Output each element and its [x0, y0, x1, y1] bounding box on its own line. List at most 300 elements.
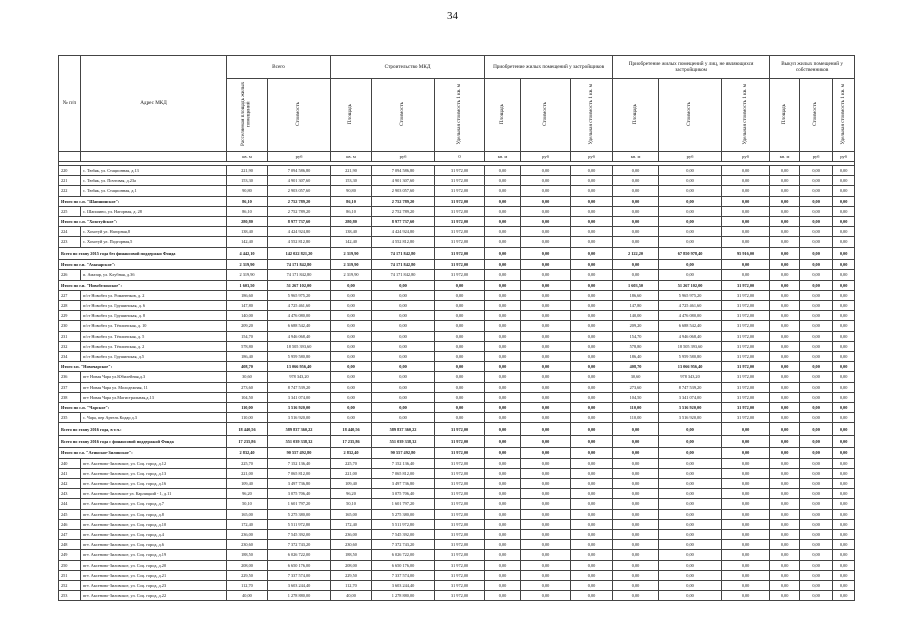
row-value: 31 972,00 — [435, 499, 485, 509]
row-value: 0,00 — [770, 540, 800, 550]
row-value: 154,70 — [613, 331, 659, 341]
row-value: 0,00 — [833, 382, 855, 392]
row-value: 0,00 — [521, 581, 571, 591]
row-value: 0,00 — [435, 300, 485, 310]
row-value: 0,00 — [722, 540, 770, 550]
row-value: 0,00 — [800, 372, 833, 382]
row-address: пгт. Аксеново-Зиловское, ул. Соц. город, д.19 — [81, 550, 227, 560]
row-value: 551 039 338,32 — [372, 435, 435, 448]
subtotal-row — [59, 280, 855, 290]
row-value: 0,00 — [833, 260, 855, 270]
row-value: 0,00 — [331, 321, 372, 331]
row-value: 186,60 — [227, 290, 268, 300]
row-value: 0,00 — [800, 227, 833, 237]
row-label: Итого по г.п. "Амазарское": — [59, 260, 227, 270]
row-value: 0,00 — [521, 372, 571, 382]
row-value: 0,00 — [833, 247, 855, 260]
row-value: 2 319,90 — [331, 247, 372, 260]
row-value: 0,00 — [833, 351, 855, 361]
header-subcolumn — [227, 79, 268, 152]
row-value: 0,00 — [800, 402, 833, 412]
row-value: 0,00 — [521, 227, 571, 237]
row-value: 0,00 — [770, 423, 800, 436]
row-value: 0,00 — [800, 581, 833, 591]
row-value: 236,00 — [331, 530, 372, 540]
row-value: 31 972,00 — [435, 509, 485, 519]
row-value: 147,80 — [227, 300, 268, 310]
row-value: 7 065 812,00 — [372, 468, 435, 478]
row-number: 244 — [59, 499, 81, 509]
row-value: 6 026 722,00 — [372, 550, 435, 560]
row-value: 0,00 — [571, 423, 613, 436]
row-value: 0,00 — [800, 540, 833, 550]
row-value: 0,00 — [833, 166, 855, 176]
row-label: Всего по этапу 2016 года с финансовой поддержкой Фонда — [59, 435, 227, 448]
table-row — [59, 321, 855, 331]
row-value: 0,00 — [770, 341, 800, 351]
row-value: 74 171 842,80 — [268, 270, 331, 280]
row-value: 0,00 — [521, 423, 571, 436]
row-value: 7 094 586,80 — [372, 166, 435, 176]
row-value: 0,00 — [435, 290, 485, 300]
row-value: 4 552 812,80 — [372, 237, 435, 247]
row-value: 0,00 — [659, 227, 722, 237]
row-value: 31 972,00 — [435, 468, 485, 478]
row-value: 0,00 — [571, 290, 613, 300]
row-value: 0,00 — [613, 176, 659, 186]
row-value: 0,00 — [833, 413, 855, 423]
row-value: 209,20 — [613, 321, 659, 331]
row-value: 1 603,50 — [613, 280, 659, 290]
row-value: 1 603,50 — [227, 280, 268, 290]
row-label: Итого по с.п. "Чарское": — [59, 402, 227, 412]
row-value: 31 972,00 — [435, 227, 485, 237]
row-value: 5 511 972,80 — [268, 519, 331, 529]
row-value: 0,00 — [800, 166, 833, 176]
row-value: 0,00 — [722, 550, 770, 560]
row-value: 7 152 136,40 — [268, 458, 331, 468]
row-value: 31 972,00 — [435, 591, 485, 601]
row-value: 0,00 — [770, 402, 800, 412]
row-value: 0,00 — [800, 206, 833, 216]
row-value: 86,10 — [227, 206, 268, 216]
row-value: 221,90 — [331, 166, 372, 176]
row-value: 221,00 — [331, 468, 372, 478]
row-value: 0,00 — [800, 311, 833, 321]
row-value: 186,60 — [613, 290, 659, 300]
row-value: 5 959 580,80 — [659, 351, 722, 361]
row-value: 4 901 307,60 — [372, 176, 435, 186]
row-value: 0,00 — [485, 458, 521, 468]
table-row — [59, 509, 855, 519]
row-value: 8 977 737,60 — [372, 217, 435, 227]
row-value: 0,00 — [571, 489, 613, 499]
row-value: 31 972,00 — [435, 166, 485, 176]
row-value: 0,00 — [833, 321, 855, 331]
row-value: 0,00 — [521, 280, 571, 290]
row-value: 0,00 — [659, 217, 722, 227]
row-value: 0,00 — [833, 519, 855, 529]
row-value: 0,00 — [521, 392, 571, 402]
row-value: 209,20 — [227, 321, 268, 331]
row-value: 0,00 — [800, 570, 833, 580]
row-value: 3 341 074,00 — [268, 392, 331, 402]
row-value: 0,00 — [833, 290, 855, 300]
row-value: 0,00 — [800, 435, 833, 448]
subtotal-row — [59, 448, 855, 458]
data-table — [58, 55, 855, 601]
row-value: 17 235,86 — [227, 435, 268, 448]
row-value: 0,00 — [833, 530, 855, 540]
row-value: 0,00 — [571, 351, 613, 361]
subtotal-row — [59, 402, 855, 412]
row-value: 31 972,00 — [435, 435, 485, 448]
row-value: 0,00 — [613, 540, 659, 550]
row-value: 31 972,00 — [722, 382, 770, 392]
row-value: 0,00 — [659, 206, 722, 216]
row-value: 0,00 — [485, 196, 521, 206]
row-value: 0,00 — [571, 392, 613, 402]
row-value: 0,00 — [521, 206, 571, 216]
row-value: 225,70 — [331, 458, 372, 468]
row-value: 2 319,90 — [227, 270, 268, 280]
row-value: 0,00 — [770, 591, 800, 601]
row-value: 0,00 — [613, 499, 659, 509]
row-value: 0,00 — [521, 540, 571, 550]
row-value: 67 850 978,40 — [659, 247, 722, 260]
row-address: п. Амазар, ул. Клубная, д.36 — [81, 270, 227, 280]
row-value: 0,00 — [571, 176, 613, 186]
row-value: 0,00 — [571, 280, 613, 290]
row-value: 31 972,00 — [435, 570, 485, 580]
row-value: 0,00 — [521, 331, 571, 341]
row-value: 0,00 — [435, 362, 485, 372]
page-number: 34 — [447, 10, 458, 22]
row-value: 0,00 — [833, 489, 855, 499]
row-value: 31 972,00 — [435, 540, 485, 550]
row-value: 0,00 — [372, 300, 435, 310]
row-value: 1 278 880,00 — [372, 591, 435, 601]
row-value: 7 065 812,00 — [268, 468, 331, 478]
row-value: 230,60 — [331, 540, 372, 550]
row-value: 0,00 — [833, 331, 855, 341]
row-value: 188,50 — [331, 550, 372, 560]
row-value: 0,00 — [521, 591, 571, 601]
table-row — [59, 519, 855, 529]
row-value: 0,00 — [571, 413, 613, 423]
row-value: 0,00 — [571, 458, 613, 468]
row-value: 7 372 743,20 — [372, 540, 435, 550]
row-value: 186,40 — [613, 351, 659, 361]
row-value: 0,00 — [613, 468, 659, 478]
row-value: 0,00 — [659, 270, 722, 280]
row-value: 236,00 — [227, 530, 268, 540]
row-value: 0,00 — [372, 321, 435, 331]
row-value: 0,00 — [613, 166, 659, 176]
row-value: 0,00 — [770, 176, 800, 186]
row-value: 50,10 — [227, 499, 268, 509]
row-value: 978 343,20 — [268, 372, 331, 382]
row-number: 237 — [59, 382, 81, 392]
row-value: 4 901 307,60 — [268, 176, 331, 186]
row-value: 0,00 — [722, 237, 770, 247]
row-value: 0,00 — [331, 392, 372, 402]
row-value: 0,00 — [800, 458, 833, 468]
row-value: 0,00 — [770, 300, 800, 310]
row-value: 2 752 789,20 — [268, 206, 331, 216]
row-value: 0,00 — [659, 478, 722, 488]
row-value: 0,00 — [800, 489, 833, 499]
row-value: 208,00 — [227, 560, 268, 570]
row-value: 0,00 — [485, 166, 521, 176]
unit-label: руб — [800, 152, 833, 162]
row-value: 0,00 — [331, 402, 372, 412]
row-value: 0,00 — [613, 560, 659, 570]
row-number: 251 — [59, 570, 81, 580]
row-value: 0,00 — [722, 499, 770, 509]
row-value: 0,00 — [485, 280, 521, 290]
row-value: 0,00 — [833, 423, 855, 436]
row-value: 0,00 — [770, 519, 800, 529]
row-value: 0,00 — [659, 550, 722, 560]
header-group-total: Всего — [227, 56, 331, 79]
row-value: 0,00 — [722, 217, 770, 227]
row-number: 223 — [59, 237, 81, 247]
row-value: 0,00 — [521, 402, 571, 412]
row-number: 225 — [59, 206, 81, 216]
unit-label: 0 — [435, 152, 485, 162]
row-value: 31 972,00 — [435, 247, 485, 260]
row-value: 0,00 — [485, 509, 521, 519]
row-value: 0,00 — [521, 499, 571, 509]
row-value: 0,00 — [770, 217, 800, 227]
row-value: 0,00 — [435, 372, 485, 382]
row-value: 90,80 — [331, 186, 372, 196]
row-value: 0,00 — [521, 176, 571, 186]
row-value: 31 972,00 — [722, 321, 770, 331]
header-subcolumn — [521, 79, 571, 152]
row-value: 0,00 — [659, 560, 722, 570]
row-value: 5 959 580,80 — [268, 351, 331, 361]
row-value: 0,00 — [521, 290, 571, 300]
row-value: 0,00 — [485, 489, 521, 499]
row-value: 74 171 842,80 — [372, 270, 435, 280]
row-value: 186,40 — [227, 351, 268, 361]
row-value: 4 476 080,00 — [659, 311, 722, 321]
header-subcolumn-label: Удельная стоимость 1 кв. м — [587, 83, 594, 145]
row-value: 0,00 — [722, 570, 770, 580]
row-value: 0,00 — [722, 560, 770, 570]
row-value: 0,00 — [833, 362, 855, 372]
row-value: 0,00 — [372, 372, 435, 382]
row-value: 0,00 — [571, 519, 613, 529]
row-value: 0,00 — [770, 362, 800, 372]
table-row — [59, 372, 855, 382]
row-value: 0,00 — [800, 519, 833, 529]
header-subcolumn-label: Удельная стоимость 1 кв. м — [839, 83, 846, 145]
row-value: 0,00 — [800, 186, 833, 196]
row-value: 0,00 — [485, 206, 521, 216]
row-value: 0,00 — [571, 509, 613, 519]
row-number: 224 — [59, 227, 81, 237]
row-value: 0,00 — [659, 530, 722, 540]
row-value: 0,00 — [571, 247, 613, 260]
row-value: 110,00 — [227, 413, 268, 423]
row-value: 30,60 — [613, 372, 659, 382]
row-value: 0,00 — [770, 186, 800, 196]
row-number: 242 — [59, 478, 81, 488]
unit-label: руб — [372, 152, 435, 162]
row-value: 6 650 176,00 — [268, 560, 331, 570]
row-value: 31 972,00 — [435, 550, 485, 560]
row-address: пгт Новая Чара ул.Магистральная,д.13 — [81, 392, 227, 402]
row-value: 0,00 — [613, 196, 659, 206]
row-value: 0,00 — [659, 519, 722, 529]
subtotal-row — [59, 260, 855, 270]
row-number: 253 — [59, 591, 81, 601]
header-subcolumn — [659, 79, 722, 152]
row-value: 0,00 — [770, 290, 800, 300]
row-value: 138,40 — [227, 227, 268, 237]
row-number: 236 — [59, 372, 81, 382]
row-value: 0,00 — [613, 237, 659, 247]
row-value: 51 267 102,00 — [659, 280, 722, 290]
row-value: 0,00 — [800, 331, 833, 341]
housing-resettlement-table — [58, 55, 854, 601]
row-value: 0,00 — [770, 382, 800, 392]
row-value: 408,70 — [613, 362, 659, 372]
row-value: 6 688 542,40 — [659, 321, 722, 331]
row-value: 0,00 — [613, 423, 659, 436]
row-value: 0,00 — [571, 237, 613, 247]
row-value: 0,00 — [571, 570, 613, 580]
row-value: 0,00 — [331, 280, 372, 290]
row-value: 0,00 — [800, 270, 833, 280]
table-row — [59, 186, 855, 196]
row-value: 0,00 — [485, 435, 521, 448]
row-value: 0,00 — [485, 591, 521, 601]
row-value: 0,00 — [571, 478, 613, 488]
row-value: 0,00 — [521, 570, 571, 580]
row-value: 0,00 — [571, 540, 613, 550]
row-value: 0,00 — [485, 372, 521, 382]
row-value: 138,40 — [331, 227, 372, 237]
row-value: 0,00 — [372, 413, 435, 423]
row-value: 2 319,90 — [331, 260, 372, 270]
row-value: 0,00 — [800, 478, 833, 488]
row-value: 0,00 — [833, 509, 855, 519]
row-value: 225,70 — [227, 458, 268, 468]
header-subcolumn-label: Стоимость — [399, 101, 406, 126]
row-value: 0,00 — [722, 530, 770, 540]
table-row — [59, 331, 855, 341]
row-value: 31 972,00 — [435, 519, 485, 529]
row-value: 153,30 — [331, 176, 372, 186]
row-value: 589 837 360,22 — [372, 423, 435, 436]
row-value: 0,00 — [521, 448, 571, 458]
row-value: 0,00 — [770, 321, 800, 331]
row-value: 4 725 461,60 — [659, 300, 722, 310]
row-value: 0,00 — [613, 458, 659, 468]
row-number: 249 — [59, 550, 81, 560]
row-value: 0,00 — [722, 227, 770, 237]
row-value: 0,00 — [521, 435, 571, 448]
header-subcolumn — [485, 79, 521, 152]
row-value: 0,00 — [571, 468, 613, 478]
row-value: 273,60 — [613, 382, 659, 392]
row-number: 243 — [59, 489, 81, 499]
row-value: 0,00 — [659, 458, 722, 468]
row-number: 235 — [59, 413, 81, 423]
row-value: 0,00 — [521, 217, 571, 227]
row-value: 0,00 — [435, 382, 485, 392]
row-value: 0,00 — [331, 413, 372, 423]
row-value: 8 747 539,20 — [268, 382, 331, 392]
row-value: 0,00 — [521, 237, 571, 247]
row-value: 1 601 797,20 — [268, 499, 331, 509]
row-value: 7 152 136,40 — [372, 458, 435, 468]
row-value: 2 319,90 — [227, 260, 268, 270]
row-value: 1 601 797,20 — [372, 499, 435, 509]
row-value: 0,00 — [485, 423, 521, 436]
table-row — [59, 489, 855, 499]
table-row — [59, 591, 855, 601]
row-value: 4 424 924,80 — [372, 227, 435, 237]
row-number: 222 — [59, 186, 81, 196]
header-subcolumn-label: Стоимость — [295, 101, 302, 126]
row-value: 0,00 — [770, 435, 800, 448]
unit-label: кв. м — [613, 152, 659, 162]
row-value: 0,00 — [571, 448, 613, 458]
row-value: 0,00 — [800, 591, 833, 601]
row-value: 104,50 — [613, 392, 659, 402]
row-value: 0,00 — [613, 550, 659, 560]
row-address: с. Тюбяк, ул. Стационная, д.1 — [81, 186, 227, 196]
row-value: 0,00 — [833, 570, 855, 580]
row-value: 31 972,00 — [435, 581, 485, 591]
row-value: 0,00 — [659, 540, 722, 550]
row-value: 280,80 — [331, 217, 372, 227]
row-value: 0,00 — [659, 166, 722, 176]
row-label: Итого по с.п. "Хохотуйское": — [59, 217, 227, 227]
row-number: 241 — [59, 468, 81, 478]
row-value: 0,00 — [722, 186, 770, 196]
row-value: 96,20 — [331, 489, 372, 499]
row-value: 0,00 — [571, 560, 613, 570]
table-row — [59, 290, 855, 300]
table-row — [59, 176, 855, 186]
row-value: 7 337 574,00 — [268, 570, 331, 580]
row-value: 31 972,00 — [435, 423, 485, 436]
header-subcolumn — [372, 79, 435, 152]
row-value: 31 972,00 — [722, 290, 770, 300]
row-value: 2 832,40 — [331, 448, 372, 458]
row-value: 31 972,00 — [722, 331, 770, 341]
row-value: 31 972,00 — [722, 413, 770, 423]
row-value: 31 972,00 — [722, 372, 770, 382]
row-address: пгт. Аксеново-Зиловское ул. Карлицкий - 1, д.11 — [81, 489, 227, 499]
row-value: 0,00 — [613, 570, 659, 580]
row-value: 0,00 — [722, 270, 770, 280]
row-value: 0,00 — [833, 448, 855, 458]
row-value: 13 066 956,40 — [659, 362, 722, 372]
row-value: 110,00 — [613, 413, 659, 423]
row-value: 0,00 — [521, 247, 571, 260]
row-value: 0,00 — [659, 489, 722, 499]
row-value: 0,00 — [331, 290, 372, 300]
row-value: 0,00 — [722, 591, 770, 601]
row-value: 0,00 — [833, 341, 855, 351]
